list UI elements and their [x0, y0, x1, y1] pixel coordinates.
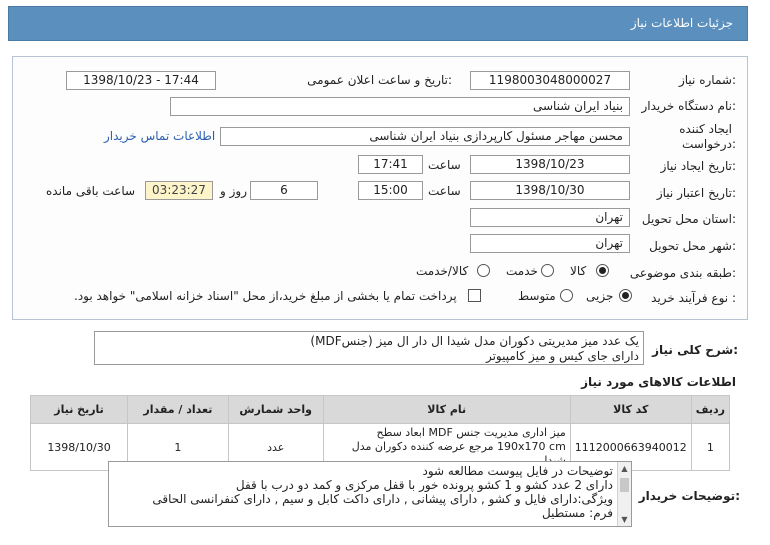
description-line-1: یک عدد میز مدیریتی دکوران مدل شیدا ال دار ال میز (جنسMDF) [310, 334, 639, 348]
cell-code: 1112000663940012 [570, 424, 691, 471]
category-radio-goods[interactable] [596, 264, 609, 277]
description-line-2: دارای جای کیس و میز کامپیوتر [485, 349, 639, 363]
valid-date-label: تاریخ اعتبار نیاز: [656, 186, 736, 200]
category-option-service: خدمت [506, 264, 538, 278]
province-field: تهران [470, 208, 630, 227]
days-field: 6 [250, 181, 318, 200]
cell-row: 1 [691, 424, 729, 471]
create-time-label: ساعت [428, 158, 461, 172]
cell-qty: 1 [128, 424, 229, 471]
category-option-goods-service: کالا/خدمت [416, 264, 469, 278]
category-radio-goods-service[interactable] [477, 264, 490, 277]
col-unit: واحد شمارش [228, 396, 323, 424]
need-number-label: شماره نیاز: [678, 73, 736, 87]
col-date: تاریخ نیاز [31, 396, 128, 424]
create-time-field: 17:41 [358, 155, 423, 174]
cell-date: 1398/10/30 [31, 424, 128, 471]
process-option-minor: جزیی [586, 289, 614, 303]
province-label: استان محل تحویل: [641, 212, 736, 226]
col-qty: تعداد / مقدار [128, 396, 229, 424]
create-date-label: تاریخ ایجاد نیاز: [660, 159, 736, 173]
creator-label-2: درخواست: [682, 137, 736, 151]
col-code: کد کالا [570, 396, 691, 424]
create-date-field: 1398/10/23 [470, 155, 630, 174]
buyer-notes-line-2: دارای 2 عدد کشو و 1 کشو پرونده خور با قفل مرکزی و کمد دو درب با قفل [235, 478, 613, 492]
category-radio-service[interactable] [541, 264, 554, 277]
page-title: جزئیات اطلاعات نیاز [630, 16, 733, 30]
process-option-medium: متوسط [518, 289, 556, 303]
buyer-org-label: نام دستگاه خریدار: [641, 99, 736, 113]
buyer-notes-box[interactable] [108, 461, 632, 527]
announce-label: تاریخ و ساعت اعلان عمومی: [307, 73, 452, 87]
valid-time-label: ساعت [428, 184, 461, 198]
city-field: تهران [470, 234, 630, 253]
buyer-org-field: بنیاد ایران شناسی [170, 97, 630, 116]
category-label: طبقه بندی موضوعی: [629, 266, 736, 280]
buyer-notes-line-1: توضیحات در فایل پیوست مطالعه شود [422, 464, 613, 478]
creator-field: محسن مهاجر مسئول کارپردازی بنیاد ایران شناسی [220, 127, 630, 146]
buyer-notes-text [113, 464, 613, 520]
treasury-payment-checkbox[interactable] [468, 289, 481, 302]
page-header [8, 6, 748, 41]
buyer-notes-label: توضیحات خریدار: [638, 489, 740, 503]
goods-section-title: اطلاعات کالاهای مورد نیاز [581, 375, 736, 389]
cell-unit: عدد [228, 424, 323, 471]
cell-name: میز اداری مدیریت جنس MDF ابعاد سطح 190x170 cm مرجع عرضه کننده دکوران مدل [323, 424, 570, 471]
process-radio-medium[interactable] [560, 289, 573, 302]
purchase-process-label: نوع فرآیند خرید : [651, 291, 736, 305]
goods-table [30, 395, 730, 471]
remaining-time-field: 03:23:27 [145, 181, 213, 200]
col-row: ردیف [691, 396, 729, 424]
treasury-payment-text: پرداخت تمام یا بخشی از مبلغ خرید،از محل "اسناد خزانه اسلامی" خواهد بود. [74, 289, 457, 303]
days-label: روز و [220, 184, 247, 198]
scroll-up-icon[interactable]: ▲ [621, 464, 628, 473]
process-radio-minor[interactable] [619, 289, 632, 302]
description-box [94, 331, 644, 365]
announce-field: 1398/10/23 - 17:44 [66, 71, 216, 90]
city-label: شهر محل تحویل: [649, 239, 736, 253]
col-name: نام کالا [323, 396, 570, 424]
valid-date-field: 1398/10/30 [470, 181, 630, 200]
category-option-goods: کالا [570, 264, 587, 278]
goods-table-header [31, 396, 730, 424]
buyer-contact-link[interactable]: اطلاعات تماس خریدار [104, 129, 216, 143]
need-number-field: 1198003048000027 [470, 71, 630, 90]
buyer-notes-line-4: فرم: مستطیل [542, 506, 613, 520]
creator-label-1: ایجاد کننده [679, 122, 732, 136]
description-label: شرح کلی نیاز: [652, 343, 738, 357]
buyer-notes-line-3: ویژگی:دارای فایل و کشو , دارای پیشانی , دارای داکت کابل و سیم , دارای کنفرانسی الحاقی [152, 492, 613, 506]
scroll-thumb[interactable] [620, 478, 629, 492]
scroll-down-icon[interactable]: ▼ [621, 515, 628, 524]
buyer-notes-scrollbar[interactable] [617, 462, 631, 526]
valid-time-field: 15:00 [358, 181, 423, 200]
remaining-label: ساعت باقی مانده [46, 184, 136, 198]
